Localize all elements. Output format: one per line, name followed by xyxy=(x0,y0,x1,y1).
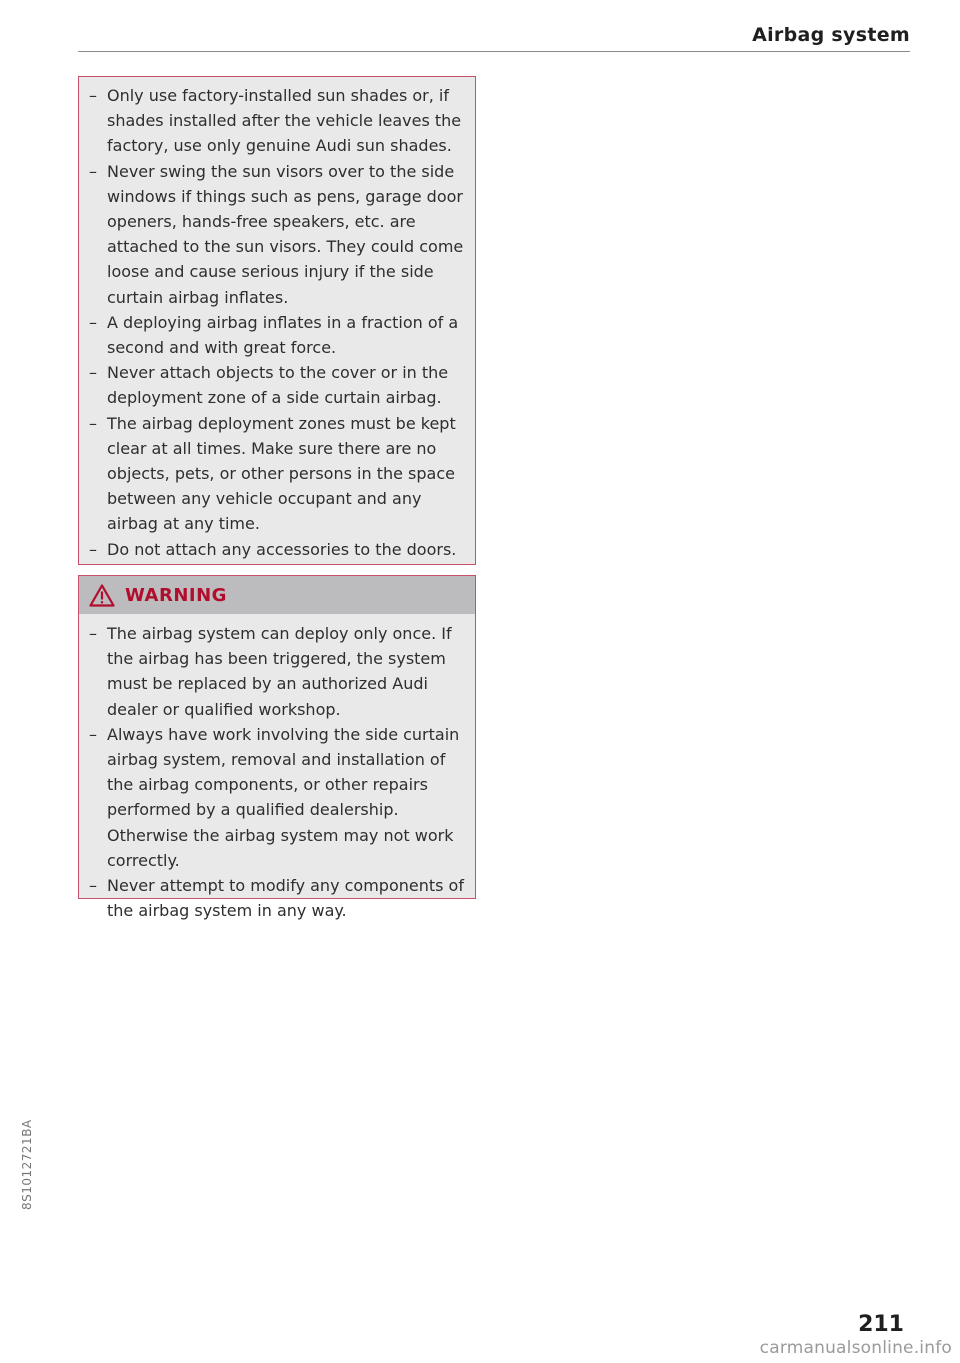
list-item xyxy=(89,411,465,537)
dash-marker: – xyxy=(89,363,97,383)
list-item-text: Never attach objects to the cover or in the deployment zone of a side curtain airbag. xyxy=(107,363,449,408)
list-item xyxy=(89,537,465,562)
list-item-text: The airbag deployment zones must be kept clear at all times. Make sure there are no objects, pets, or other persons in the space between any vehicle occupant and any airbag at any time. xyxy=(107,413,456,534)
warning-header xyxy=(79,576,475,614)
warning-body xyxy=(79,614,475,923)
list-item-text: Never swing the sun visors over to the side windows if things such as pens, garage door openers, hands-free speakers, etc. are attached to the sun visors. They could come loose and cause serious injury if the side curtain airbag inflates. xyxy=(107,161,464,307)
header-rule xyxy=(78,51,910,52)
dash-marker: – xyxy=(89,724,97,744)
warning-triangle-icon xyxy=(89,584,115,607)
document-code: 8S1012721BA xyxy=(20,1119,34,1210)
page-section-title: Airbag system xyxy=(752,24,910,46)
list-item xyxy=(89,83,465,159)
warning-box xyxy=(78,575,476,921)
list-item-text: Never attempt to modify any components of the airbag system in any way. xyxy=(107,876,464,921)
dash-marker: – xyxy=(89,413,97,433)
list-item xyxy=(89,722,465,873)
list-item xyxy=(89,159,465,310)
dash-marker: – xyxy=(89,539,97,559)
list-item xyxy=(89,621,465,722)
watermark-text: carmanualsonline.info xyxy=(759,1338,952,1358)
list-item-text: Always have work involving the side curtain airbag system, removal and installation of the airbag components, or other repairs performed by a qualified dealership. Otherwise the airbag system may not work correctly. xyxy=(107,724,460,870)
dash-marker: – xyxy=(89,876,97,896)
dash-marker: – xyxy=(89,161,97,181)
continued-warning-box xyxy=(78,76,476,565)
list-item xyxy=(89,310,465,360)
page-number: 211 xyxy=(858,1312,904,1337)
list-item-text: The airbag system can deploy only once. If the airbag has been triggered, the system must be replaced by an authorized Audi dealer or qualified workshop. xyxy=(107,624,452,719)
list-item xyxy=(89,873,465,923)
list-item-text: A deploying airbag inflates in a fraction of a second and with great force. xyxy=(107,312,459,358)
list-item xyxy=(89,360,465,410)
warning-bullet-list xyxy=(89,621,465,923)
dash-marker: – xyxy=(89,624,97,643)
list-item-text: Do not attach any accessories to the doors. xyxy=(107,539,457,559)
dash-marker: – xyxy=(89,312,97,332)
dash-marker: – xyxy=(89,86,97,105)
list-item-text: Only use factory-installed sun shades or, if shades installed after the vehicle leaves the factory, use only genuine Audi sun shades. xyxy=(107,86,462,156)
warning-title: WARNING xyxy=(125,584,227,606)
continued-bullet-list xyxy=(89,83,465,562)
